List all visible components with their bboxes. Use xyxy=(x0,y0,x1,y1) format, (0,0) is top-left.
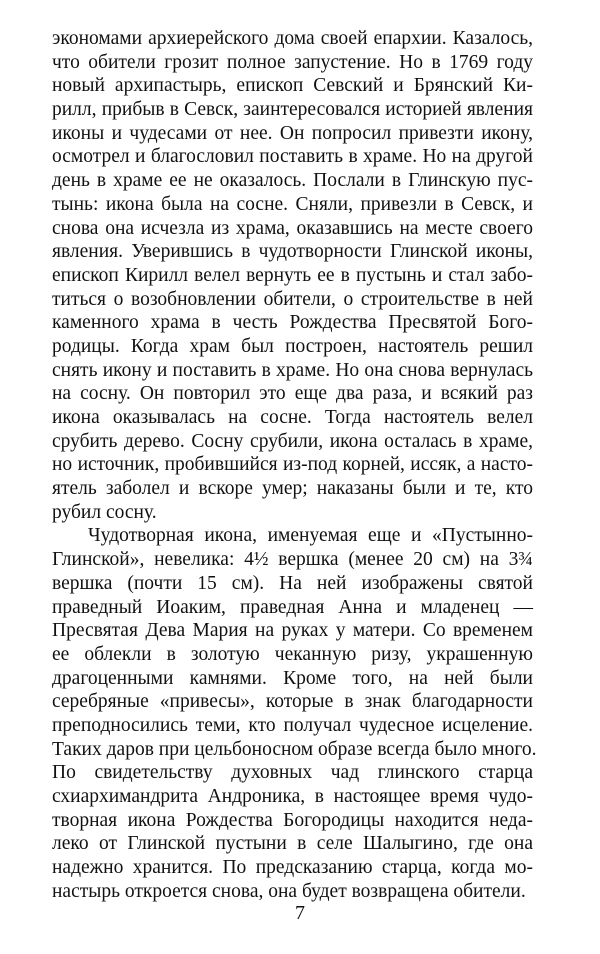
text-line: Глинской», невелика: 4½ вершка (менее 20 см) на 3¾ xyxy=(52,549,533,571)
text-line: новый архипастырь, епископ Севский и Брянский Ки- xyxy=(52,75,533,97)
text-line: что обители грозит полное запустение. Но в 1769 году xyxy=(52,51,533,73)
text-line: Пресвятая Дева Мария на руках у матери. Со временем xyxy=(52,620,533,642)
text-line: творная икона Рождества Богородицы находится неда- xyxy=(52,809,533,831)
text-line: праведный Иоаким, праведная Анна и младенец — xyxy=(52,596,533,618)
text-line: настырь откроется снова, она будет возвращена обители. xyxy=(52,880,526,902)
text-line: леко от Глинской пустыни в селе Шалыгино, где она xyxy=(52,833,533,855)
text-line: епископ Кирилл велел вернуть ее в пустынь и стал забо- xyxy=(52,264,533,286)
page-body xyxy=(52,27,537,903)
text-line: срубить дерево. Сосну срубили, икона осталась в храме, xyxy=(52,430,533,452)
text-line: ее облекли в золотую чеканную ризу, украшенную xyxy=(52,643,533,665)
text-line: икона оказывалась на сосне. Тогда настоятель велел xyxy=(52,407,533,428)
text-line: схиархимандрита Андроника, в настоящее время чудо- xyxy=(52,786,533,807)
text-line: иконы и чудесами от нее. Он попросил привезти икону, xyxy=(52,122,533,144)
text-line: ятель заболел и вскоре умер; наказаны были и те, кто xyxy=(52,478,533,500)
text-line: надежно хранится. По предсказанию старца, когда мо- xyxy=(52,857,533,879)
text-line: каменного храма в честь Рождества Пресвятой Бого- xyxy=(52,312,533,334)
text-line: вершка (почти 15 см). На ней изображены святой xyxy=(52,572,533,594)
text-line: экономами архиерейского дома своей епархии. Казалось, xyxy=(52,28,533,49)
paragraph xyxy=(52,27,533,524)
paragraph xyxy=(52,524,537,903)
text-line: серебряные «привесы», которые в знак благодарности xyxy=(52,691,533,713)
text-line: Таких даров при цельбоносном образе всегда было много. xyxy=(52,738,537,760)
text-line: на сосну. Он повторил это еще два раза, и всякий раз xyxy=(52,383,533,405)
text-line: тынь: икона была на сосне. Сняли, привезли в Севск, и xyxy=(52,193,533,215)
text-line: рилл, прибыв в Севск, заинтересовался историей явления xyxy=(52,99,533,121)
text-line: драгоценными камнями. Кроме того, на ней были xyxy=(52,667,533,689)
text-line: явления. Уверившись в чудотворности Глинской иконы, xyxy=(52,241,533,263)
text-line: По свидетельству духовных чад глинского старца xyxy=(52,762,533,784)
text-line: рубил сосну. xyxy=(52,501,157,523)
text-line: Чудотворная икона, именуемая еще и «Пустынно- xyxy=(88,525,533,547)
text-line: осмотрел и благословил поставить в храме. Но на другой xyxy=(52,146,533,168)
text-line: день в храме ее не оказалось. Послали в Глинскую пус- xyxy=(52,170,533,192)
text-line: снять икону и поставить в храме. Но она снова вернулась xyxy=(52,359,533,381)
page-number: 7 xyxy=(295,902,305,924)
text-line: титься о возобновлении обители, о строительстве в ней xyxy=(52,288,533,310)
text-line: но источник, пробившийся из-под корней, иссяк, а насто- xyxy=(52,454,533,476)
text-line: преподносились теми, кто получал чудесное исцеление. xyxy=(52,714,533,736)
text-line: снова она исчезла из храма, оказавшись на месте своего xyxy=(52,217,533,239)
text-line: родицы. Когда храм был построен, настоятель решил xyxy=(52,335,533,357)
